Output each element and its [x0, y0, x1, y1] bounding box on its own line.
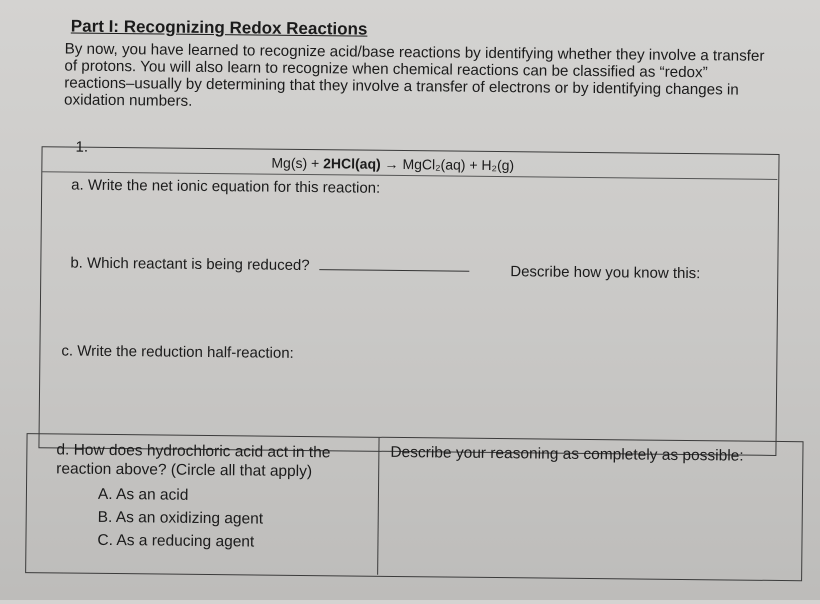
equation-arrow: → — [384, 155, 399, 172]
intro-paragraph: By now, you have learned to recognize acid/base reactions by identifying whether they involve a transfer of protons. You will also learn to recognize when chemical reactions can be classified as “redox” reactions–usually by determining that they involve a transfer of electrons or by identifying changes in oxidation numbers. — [63, 40, 765, 110]
equation-products: MgCl₂(aq) + H₂(g) — [402, 156, 515, 174]
option-acid[interactable]: A. As an acid — [97, 485, 189, 504]
part-c-prompt: c. Write the reduction half-reaction: — [61, 342, 294, 362]
part-d-describe: Describe your reasoning as completely as possible: — [390, 443, 744, 465]
part-b-describe: Describe how you know this: — [510, 263, 701, 283]
part-a-prompt: a. Write the net ionic equation for this reaction: — [71, 176, 381, 197]
part-d-question: d. How does hydrochloric acid act in the reaction above? (Circle all that apply) — [56, 441, 331, 481]
option-reducing-agent[interactable]: C. As a reducing agent — [97, 531, 255, 551]
part-d-options — [97, 483, 263, 554]
option-oxidizing-agent[interactable]: B. As an oxidizing agent — [97, 508, 264, 528]
section-title: Part I: Recognizing Redox Reactions — [70, 16, 368, 39]
equation-reactant-hcl: 2HCl(aq) — [323, 155, 381, 172]
answer-blank[interactable] — [320, 257, 470, 272]
part-b-question: b. Which reactant is being reduced? — [70, 254, 310, 275]
question-number: 1. — [75, 138, 89, 156]
equation-reactant-mg: Mg(s) + — [271, 154, 320, 172]
chemical-equation — [271, 155, 514, 174]
